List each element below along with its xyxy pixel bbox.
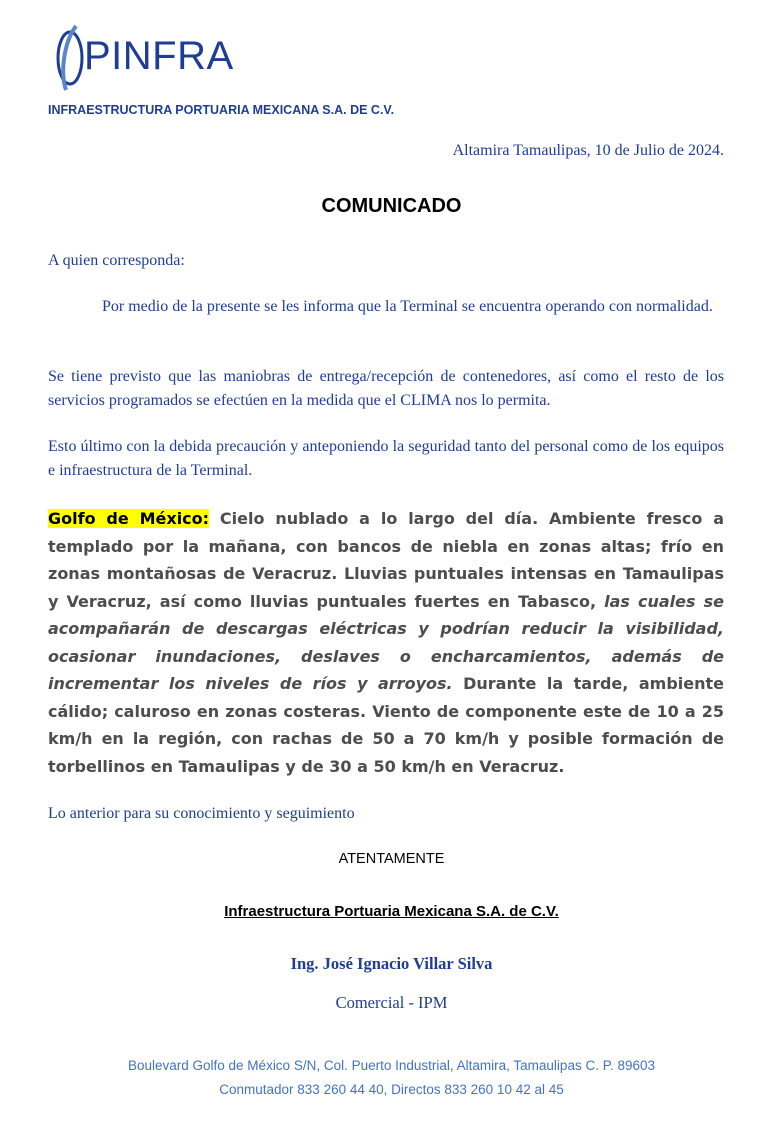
greeting: A quien corresponda: <box>48 252 185 269</box>
weather-italic-warning: las cuales se acompañarán de descargas eléctricas y podrían reducir la visibilidad, ocasionar inundaciones, deslaves o encharcamientos, además de incrementar los niveles de ríos y arroyos. <box>48 591 724 693</box>
paragraph-services: Se tiene previsto que las maniobras de entrega/recepción de contenedores, así como el resto de los servicios programados se efectúen en la medida que el CLIMA nos lo permita. <box>48 368 724 409</box>
document-title: COMUNICADO <box>321 195 462 217</box>
weather-text-2: Durante la tarde, ambiente cálido; caluroso en zonas costeras. Viento de componente este de 10 a 25 km/h en la región, con rachas de 50 a 70 km/h y posible formación de torbellinos en Tamaulipas y de 30 a 50 km/h en Veracruz. <box>48 674 724 776</box>
logo-wordmark: PINFRA <box>84 34 234 78</box>
pinfra-logo <box>50 22 234 92</box>
weather-text-1: Cielo nublado a lo largo del día. Ambiente fresco a templado por la mañana, con bancos de niebla en zonas altas; frío en zonas montañosas de Veracruz. Lluvias puntuales intensas en Tamaulipas y Veracruz, así como lluvias puntuales fuertes en Tabasco, <box>48 509 724 611</box>
signature-company: Infraestructura Portuaria Mexicana S.A. de C.V. <box>224 903 559 920</box>
date-line: Altamira Tamaulipas, 10 de Julio de 2024. <box>452 142 724 159</box>
signer-name: Ing. José Ignacio Villar Silva <box>290 954 493 973</box>
salutation: ATENTAMENTE <box>338 851 445 867</box>
signer-role: Comercial - IPM <box>335 993 448 1012</box>
paragraph-precaution: Esto último con la debida precaución y anteponiendo la seguridad tanto del personal como de los equipos e infraestructura de la Terminal. <box>48 438 724 479</box>
company-header: INFRAESTRUCTURA PORTUARIA MEXICANA S.A. DE C.V. <box>48 103 395 117</box>
weather-region-highlight: Golfo de México: <box>48 509 210 528</box>
footer-phones: Conmutador 833 260 44 40, Directos 833 260 10 42 al 45 <box>219 1082 564 1097</box>
footer-address: Boulevard Golfo de México S/N, Col. Puerto Industrial, Altamira, Tamaulipas C. P. 89603 <box>127 1058 656 1073</box>
weather-report <box>48 505 724 780</box>
paragraph-operating-status: Por medio de la presente se les informa que la Terminal se encuentra operando con normalidad. <box>102 298 713 315</box>
closing-line: Lo anterior para su conocimiento y seguimiento <box>48 805 355 822</box>
